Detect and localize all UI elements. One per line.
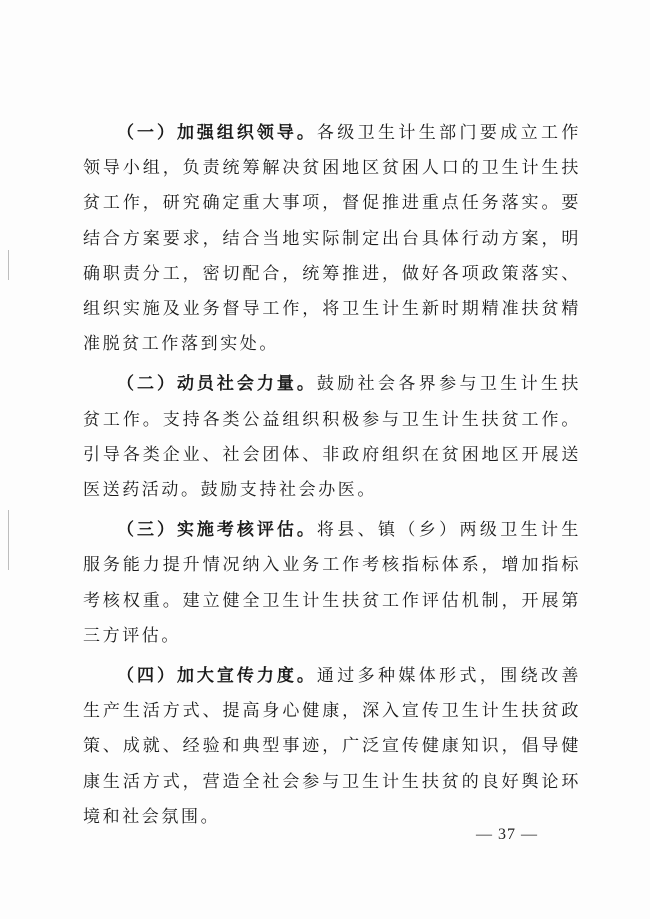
paragraph-text: 通过多种媒体形式，围绕改善生产生活方式、提高身心健康，深入宣传卫生计生扶贫政策、成就、经验和典型事迹，广泛宣传健康知识，倡导健康生活方式，营造全社会参与卫生计生扶贫的良好舆论环境和社会氛围。 (83, 666, 581, 827)
paragraph-text: 将县、镇（乡）两级卫生计生服务能力提升情况纳入业务工作考核指标体系，增加指标考核权重。建立健全卫生计生扶贫工作评估机制，开展第三方评估。 (83, 520, 581, 646)
page-number: — 37 — (476, 826, 538, 843)
scan-edge-mark (8, 510, 9, 570)
paragraph-text: 各级卫生计生部门要成立工作领导小组，负责统筹解决贫困地区贫困人口的卫生计生扶贫工作，研究确定重大事项，督促推进重点任务落实。要结合方案要求，结合当地实际制定出台具体行动方案，明确职责分工，密切配合，统筹推进，做好各项政策落实、组织实施及业务督导工作，将卫生计生新时期精准扶贫精准脱贫工作落到实处。 (83, 123, 581, 355)
document-body (83, 116, 581, 840)
paragraph-social-forces (83, 367, 581, 508)
paragraph-heading: （二）动员社会力量。 (117, 374, 317, 395)
paragraph-text: 鼓励社会各界参与卫生计生扶贫工作。支持各类公益组织积极参与卫生计生扶贫工作。引导各类企业、社会团体、非政府组织在贫困地区开展送医送药活动。鼓励支持社会办医。 (83, 374, 581, 501)
paragraph-assessment (83, 513, 581, 654)
paragraph-organization (83, 116, 581, 362)
paragraph-heading: （四）加大宣传力度。 (117, 666, 317, 687)
scan-edge-mark (8, 250, 9, 280)
paragraph-heading: （三）实施考核评估。 (117, 520, 317, 541)
paragraph-heading: （一）加强组织领导。 (117, 123, 317, 143)
paragraph-publicity (83, 659, 581, 835)
